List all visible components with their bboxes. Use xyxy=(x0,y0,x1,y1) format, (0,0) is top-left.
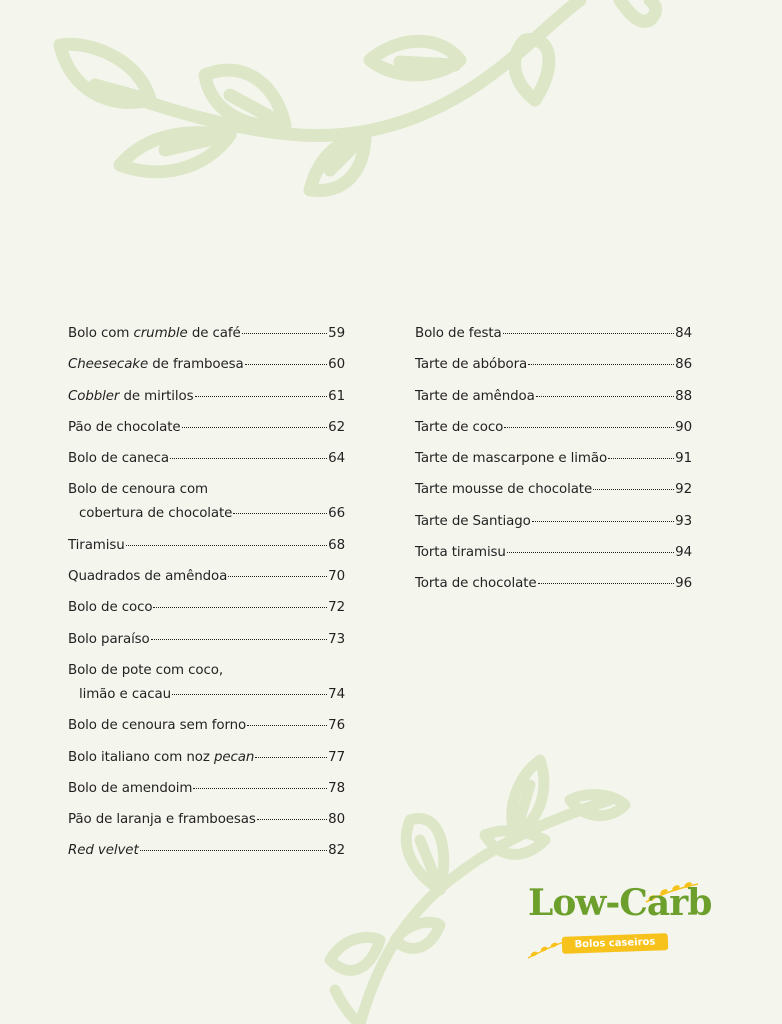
toc-entry-title-part: de mirtilos xyxy=(119,388,194,404)
toc-page-number: 76 xyxy=(328,718,345,734)
toc-entry-title xyxy=(415,478,592,502)
toc-entry-title-part: Quadrados de amêndoa xyxy=(68,569,228,585)
toc-entry-title xyxy=(68,565,227,589)
logo-subtitle-band xyxy=(562,933,669,954)
toc-entry-title-part: Torta de chocolate xyxy=(415,576,537,592)
toc-dot-leader xyxy=(536,396,674,397)
toc-entry-row xyxy=(68,353,345,377)
toc-entry-title xyxy=(68,839,139,863)
toc-entry-row xyxy=(68,808,345,832)
toc-entry-row xyxy=(415,572,692,596)
toc-entry-title xyxy=(68,746,254,770)
toc-entry-title-part: Tarte mousse de chocolate xyxy=(415,482,593,498)
toc-entry-title-part: Bolo de festa xyxy=(415,326,502,341)
toc-entry-row xyxy=(68,416,345,440)
toc-page-number: 73 xyxy=(328,631,345,647)
toc-dot-leader xyxy=(257,819,327,820)
toc-entry-row xyxy=(68,746,345,770)
toc-page-number: 61 xyxy=(328,388,345,404)
toc-entry-title-part: Bolo de amendoim xyxy=(68,780,193,796)
toc-entry-row xyxy=(415,416,692,440)
toc-entry[interactable] xyxy=(415,478,692,502)
leaf-vine-top-decoration xyxy=(0,0,782,230)
toc-entry-title xyxy=(68,628,150,652)
logo-subtitle: Bolos caseiros xyxy=(574,936,656,951)
toc-entry-title xyxy=(415,322,502,346)
toc-entry[interactable] xyxy=(415,385,692,409)
toc-entry-title-italic: pecan xyxy=(213,749,255,765)
toc-entry-title-line: Bolo de pote com coco, xyxy=(68,662,224,678)
toc-entry-title xyxy=(415,447,607,471)
toc-dot-leader xyxy=(233,513,327,514)
toc-dot-leader xyxy=(140,850,328,851)
toc-entry[interactable] xyxy=(68,353,345,377)
toc-entry-title-part: de framboesa xyxy=(148,357,244,373)
toc-entry[interactable] xyxy=(68,714,345,738)
toc-entry-title-part: Bolo de caneca xyxy=(68,451,170,467)
toc-entry-row xyxy=(68,777,345,801)
toc-entry-row xyxy=(415,353,692,377)
toc-dot-leader xyxy=(245,364,328,365)
toc-entry-row xyxy=(415,322,692,346)
toc-page-number: 60 xyxy=(328,357,345,373)
toc-dot-leader xyxy=(182,427,328,428)
logo-title: Low-Carb xyxy=(528,882,712,924)
toc-page-number: 64 xyxy=(328,451,345,467)
toc-entry-title-line: Bolo de cenoura com xyxy=(68,482,208,498)
toc-dot-leader xyxy=(255,757,327,758)
toc-entry-title-part: Bolo paraíso xyxy=(68,631,150,647)
toc-dot-leader xyxy=(228,576,327,577)
toc-entry-title xyxy=(68,447,169,471)
toc-entry-title xyxy=(415,353,527,377)
toc-entry-title xyxy=(415,541,506,565)
toc-entry-row xyxy=(68,839,345,863)
toc-entry[interactable] xyxy=(68,746,345,770)
toc-entry[interactable] xyxy=(415,416,692,440)
toc-dot-leader xyxy=(532,521,674,522)
toc-entry[interactable] xyxy=(68,628,345,652)
toc-dot-leader xyxy=(608,458,674,459)
toc-entry-title-part: Tarte de Santiago xyxy=(415,513,531,529)
toc-dot-leader xyxy=(507,552,674,553)
toc-entry-row xyxy=(68,322,345,346)
toc-entry-title xyxy=(68,416,181,440)
toc-page-number: 93 xyxy=(675,513,692,529)
toc-entry-row xyxy=(68,683,345,707)
toc-entry[interactable] xyxy=(68,534,345,558)
toc-entry-title-part: Tarte de coco xyxy=(415,419,504,435)
toc-dot-leader xyxy=(153,607,327,608)
toc-entry-title xyxy=(68,385,194,409)
toc-page-number: 66 xyxy=(328,506,345,522)
toc-page-number: 59 xyxy=(328,326,345,341)
toc-dot-leader xyxy=(126,545,328,546)
toc-page-number: 92 xyxy=(675,482,692,498)
toc-dot-leader xyxy=(195,396,328,397)
toc-entry-row xyxy=(68,565,345,589)
toc-page-number: 72 xyxy=(328,600,345,616)
toc-entry-row xyxy=(68,502,345,526)
toc-entry-title-part: Pão de laranja e framboesas xyxy=(68,812,256,828)
low-carb-logo xyxy=(524,880,710,962)
toc-page-number: 80 xyxy=(328,812,345,828)
toc-entry-title-part: Torta tiramisu xyxy=(415,545,506,561)
toc-entry-title-part: cobertura de chocolate xyxy=(79,506,233,522)
toc-entry[interactable] xyxy=(68,478,345,526)
toc-entry-row xyxy=(415,510,692,534)
toc-entry-title xyxy=(415,572,537,596)
toc-dot-leader xyxy=(593,489,674,490)
toc-page-number: 82 xyxy=(328,843,345,859)
toc-entry-row xyxy=(415,447,692,471)
toc-entry[interactable] xyxy=(415,510,692,534)
toc-entry-title-part: Tarte de mascarpone e limão xyxy=(415,451,608,467)
toc-entry[interactable] xyxy=(68,777,345,801)
toc-entry-title-part: Bolo de coco xyxy=(68,600,153,616)
toc-entry-row xyxy=(68,385,345,409)
toc-entry-title xyxy=(68,683,171,707)
toc-entry-row xyxy=(68,714,345,738)
toc-entry-title-part: de café xyxy=(187,326,241,341)
toc-dot-leader xyxy=(242,333,327,334)
toc-dot-leader xyxy=(151,639,328,640)
toc-entry-row xyxy=(68,628,345,652)
toc-dot-leader xyxy=(172,694,327,695)
toc-entry[interactable] xyxy=(68,322,345,346)
toc-entry[interactable] xyxy=(415,572,692,596)
toc-entry-title-italic: Cheesecake xyxy=(68,357,149,373)
toc-page-number: 88 xyxy=(675,388,692,404)
toc-entry[interactable] xyxy=(68,839,345,863)
toc-entry-title xyxy=(68,714,246,738)
toc-entry-title xyxy=(68,353,244,377)
toc-entry-row xyxy=(415,478,692,502)
toc-entry-title xyxy=(415,510,531,534)
toc-entry-title-part: Pão de chocolate xyxy=(68,419,181,435)
toc-page-number: 91 xyxy=(675,451,692,467)
toc-page-number: 84 xyxy=(675,326,692,341)
toc-entry-title-part: Tarte de abóbora xyxy=(415,357,528,373)
toc-entry-title-italic: crumble xyxy=(133,326,188,341)
toc-dot-leader xyxy=(504,427,674,428)
toc-entry[interactable] xyxy=(68,596,345,620)
toc-entry-row xyxy=(415,385,692,409)
toc-entry[interactable] xyxy=(415,322,692,346)
toc-dot-leader xyxy=(538,583,675,584)
toc-entry[interactable] xyxy=(68,385,345,409)
toc-dot-leader xyxy=(528,364,674,365)
toc-entry-title xyxy=(68,808,256,832)
toc-page-number: 62 xyxy=(328,419,345,435)
toc-entry-row xyxy=(68,534,345,558)
toc-entry-title-italic: Cobbler xyxy=(68,388,120,404)
toc-page-number: 94 xyxy=(675,545,692,561)
toc-page-number: 86 xyxy=(675,357,692,373)
logo-sprig-left-icon xyxy=(526,938,566,960)
toc-page-number: 78 xyxy=(328,780,345,796)
toc-entry[interactable] xyxy=(68,447,345,471)
toc-entry-title-part: Tarte de amêndoa xyxy=(415,388,535,404)
toc-entry-title xyxy=(68,322,241,346)
toc-entry-title-part: Tiramisu xyxy=(68,537,125,553)
toc-page-number: 96 xyxy=(675,576,692,592)
toc-page-number: 68 xyxy=(328,537,345,553)
toc-entry[interactable] xyxy=(68,565,345,589)
toc-dot-leader xyxy=(503,333,675,334)
toc-entry-title-part: limão e cacau xyxy=(79,686,171,702)
toc-dot-leader xyxy=(247,725,327,726)
toc-entry-row xyxy=(415,541,692,565)
toc-entry-title-italic: Red velvet xyxy=(68,843,139,859)
toc-entry-title xyxy=(415,385,535,409)
toc-entry-title-part: Bolo com xyxy=(68,326,134,341)
toc-entry-row xyxy=(68,596,345,620)
toc-entry[interactable] xyxy=(68,416,345,440)
toc-entry-title-part: Bolo de cenoura sem forno xyxy=(68,718,247,734)
toc-entry[interactable] xyxy=(68,808,345,832)
toc-entry-row xyxy=(68,447,345,471)
toc-page-number: 74 xyxy=(328,686,345,702)
toc-page-number: 70 xyxy=(328,569,345,585)
toc-page-number: 90 xyxy=(675,419,692,435)
toc-dot-leader xyxy=(193,788,327,789)
toc-entry[interactable] xyxy=(68,659,345,707)
toc-entry[interactable] xyxy=(415,447,692,471)
toc-dot-leader xyxy=(170,458,327,459)
toc-entry-title xyxy=(68,502,232,526)
toc-page-number: 77 xyxy=(328,749,345,765)
toc-entry[interactable] xyxy=(415,541,692,565)
toc-entry-title xyxy=(68,596,152,620)
toc-entry-title xyxy=(68,534,125,558)
toc-entry[interactable] xyxy=(415,353,692,377)
toc-entry-title-part: Bolo italiano com noz xyxy=(68,749,214,765)
toc-entry-title xyxy=(415,416,503,440)
toc-left-column xyxy=(68,322,345,871)
toc-right-column xyxy=(415,322,692,604)
toc-entry-title xyxy=(68,777,192,801)
